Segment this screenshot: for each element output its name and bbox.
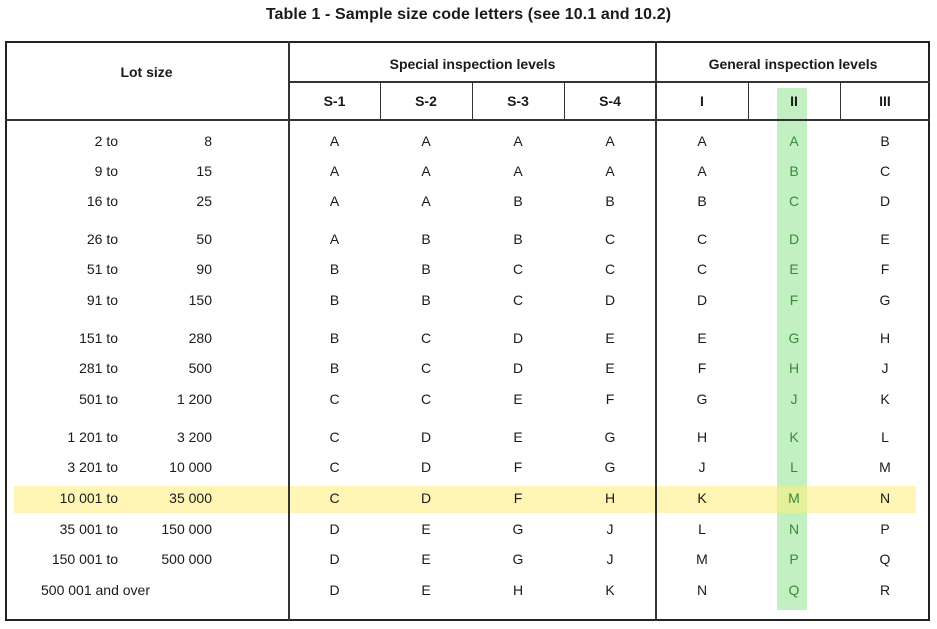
code-letter: A [697,163,707,179]
code-letter: M [879,459,891,475]
header-special-inspection-levels: Special inspection levels [389,56,556,72]
code-letter: E [421,551,431,567]
code-letter: J [698,459,706,475]
code-letter: E [513,391,523,407]
code-letter: C [420,330,432,346]
code-letter: B [697,193,707,209]
code-letter: D [604,292,616,308]
code-letter: A [421,163,431,179]
code-letter: L [790,459,798,475]
lot-size-to: 90 [196,261,212,277]
lot-size-from: 10 001 to [59,490,118,506]
code-letter: H [788,360,800,376]
lot-size-from: 91 to [86,292,118,308]
code-letter: J [606,551,614,567]
code-letter: J [790,391,798,407]
code-letter: C [420,360,432,376]
code-letter: M [788,490,800,506]
code-letter: G [879,292,891,308]
lot-size-from: 150 001 to [51,551,118,567]
lot-size-to: 500 [188,360,212,376]
lot-size-to: 280 [188,330,212,346]
code-letter: E [605,330,615,346]
code-letter: F [697,360,707,376]
lot-size-from: 51 to [86,261,118,277]
lot-size-to: 50 [196,231,212,247]
table-title: Table 1 - Sample size code letters (see 10.1 and 10.2) [265,6,672,23]
code-letter: Q [879,551,891,567]
lot-size-to: 15 [196,163,212,179]
code-letter: G [512,521,524,537]
code-letter: E [880,231,890,247]
code-letter: A [329,163,340,179]
code-letter: C [604,231,616,247]
code-letter: R [879,582,891,598]
code-letter: A [789,133,799,149]
code-letter: G [604,459,616,475]
code-letter: K [697,490,707,506]
code-letter: H [604,490,616,506]
code-letter: A [421,133,431,149]
code-letter: H [696,429,708,445]
code-letter: D [696,292,708,308]
code-letter: D [329,521,340,537]
code-letter: K [880,391,890,407]
code-letter: A [329,193,340,209]
code-letter: A [329,231,340,247]
code-letter: E [605,360,615,376]
column-header-s-2: S-2 [415,93,437,109]
code-letter: H [512,582,524,598]
code-letter: K [605,582,615,598]
code-letter: N [696,582,708,598]
code-letter: C [329,391,340,407]
lot-size-range: 500 001 and over [41,582,150,598]
lot-size-from: 26 to [86,231,118,247]
code-letter: C [788,193,800,209]
code-letter: C [879,163,891,179]
code-letter: F [513,490,523,506]
code-letter: G [696,391,708,407]
code-letter: F [513,459,523,475]
code-letter: D [788,231,800,247]
column-header-ii: II [790,93,798,109]
code-letter: E [421,521,431,537]
code-letter: B [421,231,431,247]
code-letter: G [512,551,524,567]
code-letter: H [879,330,891,346]
header-lot-size: Lot size [120,64,173,80]
column-header-s-3: S-3 [507,93,529,109]
code-letter: A [513,133,523,149]
code-letter: A [605,163,615,179]
code-letter: D [329,551,340,567]
code-letter: C [696,231,708,247]
code-letter: L [881,429,889,445]
code-letter: D [420,490,432,506]
code-letter: C [329,429,340,445]
code-letter: D [329,582,340,598]
code-letter: B [329,360,340,376]
lot-size-from: 16 to [86,193,118,209]
code-letter: D [420,459,432,475]
lot-size-from: 35 001 to [59,521,118,537]
code-letter: M [696,551,708,567]
lot-size-to: 150 000 [161,521,212,537]
code-letter: E [421,582,431,598]
code-letter: A [697,133,707,149]
code-letter: J [881,360,889,376]
lot-size-to: 8 [204,133,212,149]
code-letter: F [605,391,615,407]
column-header-i: I [700,93,704,109]
lot-size-from: 501 to [79,391,118,407]
code-letter: P [880,521,890,537]
code-letter: B [421,292,431,308]
lot-size-from: 2 to [94,133,118,149]
lot-size-from: 281 to [79,360,118,376]
code-letter: N [788,521,800,537]
code-letter: E [697,330,707,346]
column-header-iii: III [879,93,891,109]
code-letter: Q [788,582,800,598]
code-letter: B [329,292,340,308]
lot-size-to: 35 000 [169,490,212,506]
header-general-inspection-levels: General inspection levels [708,56,878,72]
lot-size-to: 150 [188,292,212,308]
code-letter: B [513,231,523,247]
code-letter: A [605,133,615,149]
code-letter: F [880,261,890,277]
code-letter: E [789,261,799,277]
code-letter: B [329,261,340,277]
column-header-s-4: S-4 [599,93,621,109]
code-letter: D [512,360,524,376]
code-letter: F [789,292,799,308]
code-letter: A [329,133,340,149]
code-letter: B [513,193,523,209]
code-letter: B [421,261,431,277]
lot-size-to: 1 200 [176,391,212,407]
lot-size-from: 151 to [79,330,118,346]
code-letter: C [512,292,524,308]
code-letter: P [789,551,799,567]
code-letter: A [513,163,523,179]
code-letter: C [329,490,340,506]
code-letter: G [788,330,800,346]
code-letter: D [512,330,524,346]
lot-size-from: 3 201 to [67,459,118,475]
code-letter: C [604,261,616,277]
code-letter: D [879,193,891,209]
code-letter: C [696,261,708,277]
column-header-s-1: S-1 [323,93,346,109]
code-letter: L [698,521,706,537]
lot-size-from: 1 201 to [67,429,118,445]
lot-size-to: 500 000 [161,551,212,567]
code-letter: N [879,490,891,506]
code-letter: B [789,163,799,179]
code-letter: B [329,330,340,346]
code-letter: C [329,459,340,475]
lot-size-from: 9 to [94,163,118,179]
header-bottom-divider [5,119,930,121]
code-letter: G [604,429,616,445]
code-letter: B [880,133,890,149]
code-letter: A [421,193,431,209]
code-letter: D [420,429,432,445]
lot-size-to: 25 [196,193,212,209]
code-letter: C [512,261,524,277]
header-group-divider [289,81,930,83]
code-letter: C [420,391,432,407]
code-letter: K [789,429,799,445]
code-letter: J [606,521,614,537]
lot-size-to: 3 200 [176,429,212,445]
code-letter: E [513,429,523,445]
code-letter: B [605,193,615,209]
lot-size-to: 10 000 [169,459,212,475]
